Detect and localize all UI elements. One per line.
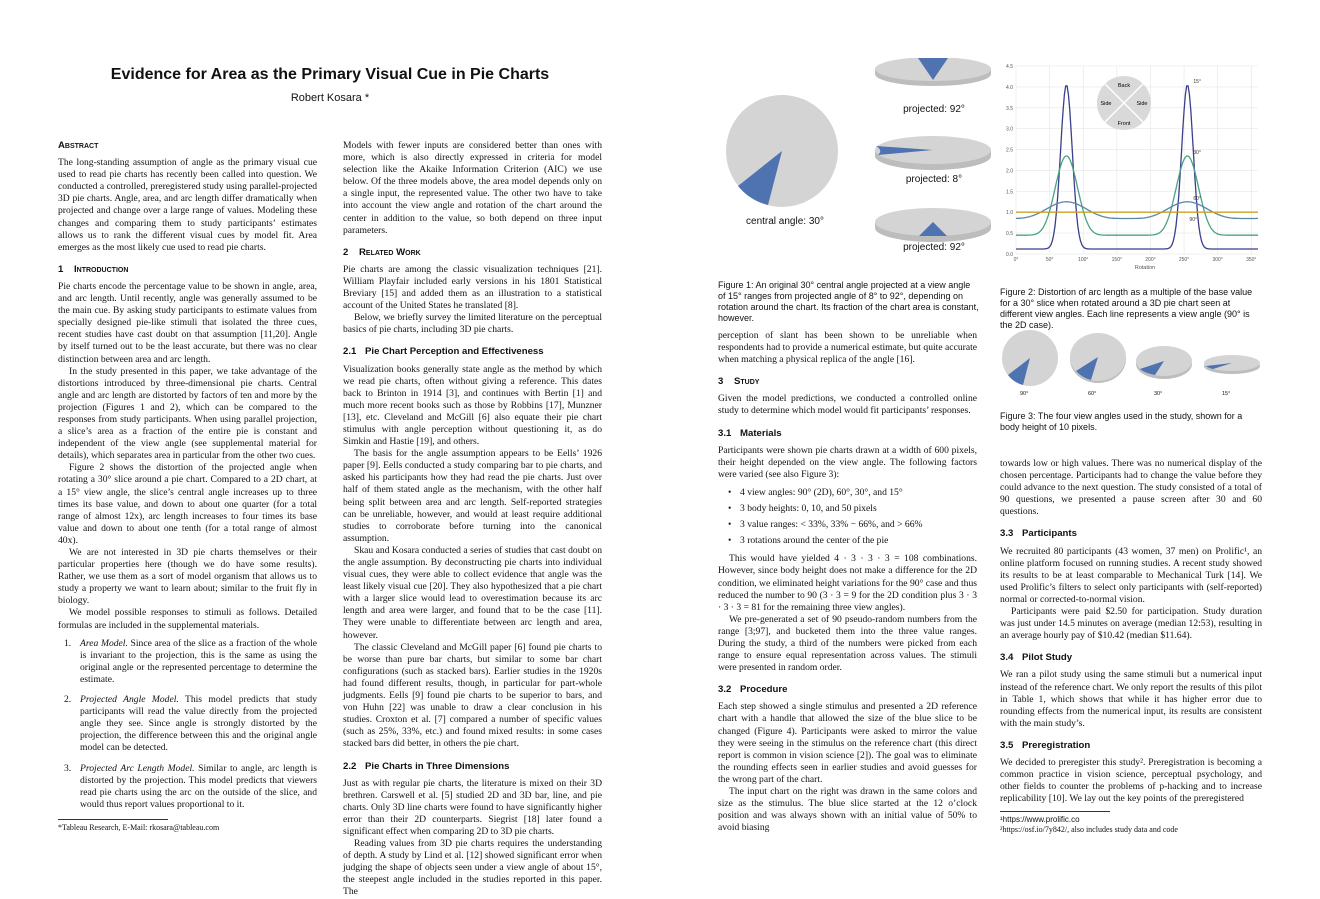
paragraph: This would have yielded 4 · 3 · 3 · 3 = 108 combinations. However, since body height does not make a difference for the 2D condition, we eliminated height variations for the 90° case and thus reduced the number to 90 (3 · 3 = 9 for the 2D condition plus 3 · 3 · 3 · 3 = 81 for the remaining three view angles).: [718, 553, 977, 613]
paper-header: [70, 66, 590, 104]
x-tick-label: 150°: [1111, 257, 1123, 263]
pie-view-15: [1204, 355, 1260, 374]
inset-label-front: Front: [1117, 121, 1131, 127]
subsection-heading: [718, 684, 977, 696]
paragraph: We ran a pilot study using the same stimuli but a numerical input instead of the reference chart. We only report the results of this pilot in Table 1, which shows that while it has higher error due to rounding effects from the numerical input, its results are consistent with the main study’s.: [1000, 669, 1262, 729]
intro-paragraph: In the study presented in this paper, we take advantage of the distortions introduced by three-dimensional pie charts. Central angle and arc length are distorted by factors of ten and more by the projection (Figures 1 and 2), which can be compared to the responses from study participants. When using parallel projection, a slice’s area as a fraction of the entire pie is constant and independent of the view angle (see supplemental material for details), which separates area in particular from the other two cues.: [58, 365, 317, 462]
model-list: [58, 638, 317, 811]
footnote: *Tableau Research, E-Mail: rkosara@tableau.com: [58, 822, 220, 832]
figure-1: [720, 58, 992, 268]
y-tick-label: 4.5: [1006, 64, 1013, 70]
subsection-heading: [343, 761, 602, 773]
list-marker: 1.: [64, 637, 72, 649]
paragraph: Reading values from 3D pie charts requires the understanding of depth. A study by Lind et al. [12] showed significant error when judging the shape of objects seen under a view angle of about 15°, the steepest angle included in the studies reported in this paper. The: [343, 838, 602, 898]
paper-title: Evidence for Area as the Primary Visual Cue in Pie Charts: [110, 66, 550, 83]
subsection-heading: [1000, 528, 1262, 540]
section-title: Preregistration: [1022, 739, 1091, 751]
model-text: Similar to angle, arc length is distorted by the projection. This model predicts that viewers read pie charts using the arc on the outside of the slice, and would thus report values proportional to it.: [80, 762, 317, 810]
subsection-heading: [1000, 652, 1262, 664]
section-number: 2: [343, 246, 349, 258]
paragraph: The input chart on the right was drawn in the same colors and size as the stimulus. The blue slice started at the 12 o’clock position and was always shown with an initial value of 50% to avoid biasing: [718, 786, 977, 834]
paragraph: The basis for the angle assumption appears to be Eells’ 1926 paper [9]. Eells conducted a study comparing bar to pie charts, and asked his participants how they had read the pie charts. Just over half of them stated angle as the mechanism, with the other half being split between area and arc length. Self-reported strategies can be unreliable, however, and would at least require additional studies to corroborate before turning into the canonical assumption.: [343, 448, 602, 544]
paragraph: Each step showed a single stimulus and presented a 2D reference chart with a handle that allowed the size of the blue slice to be changed (Figure 4). Participants were asked to mirror the value they were seeing in the stimulus on the reference chart (this direct report is common in vision science [2]). The goal was to eliminate the rounding effects seen in earlier studies and avoid guesses for the wrong part of the chart.: [718, 701, 977, 785]
paragraph: Just as with regular pie charts, the literature is mixed on their 3D brethren. Carswell et al. [5] studied 2D and 3D bar, line, and pie charts. Only 3D line charts were found to have significantly higher error than their 2D counterparts. Siegrist [18] later found a significant effect when comparing 2D to 3D pie charts.: [343, 777, 602, 837]
footnote: [1000, 815, 1262, 825]
study-heading: [718, 376, 977, 388]
central-angle-label: central angle: 30°: [746, 216, 824, 227]
view-angle-label: 30°: [1154, 391, 1163, 397]
abstract-text: The long-standing assumption of angle as the primary visual cue used to read pie charts has recently been called into question. We conducted a controlled, preregistered study using parallel-projected 3D pie charts. Angle, area, and arc length differ dramatically when projected and change over a large range of values. Modeling these changes and comparing them to study participants’ estimates allows us to rank the different visual cues by model fit. Area emerges as the most likely cue used to read pie charts.: [58, 157, 317, 253]
section-number: 3.4: [1000, 652, 1014, 664]
model-name: Projected Angle Model.: [80, 694, 179, 706]
section-number: 3.1: [718, 427, 732, 439]
projected-pie-2: [875, 136, 991, 170]
paragraph: perception of slant has been shown to be unreliable when respondents had to provide a numerical estimate, but quite accurate when matching a physical replica of the angle [16].: [718, 330, 977, 366]
section-title: Procedure: [740, 684, 788, 696]
figure-1-caption: Figure 1: An original 30° central angle projected at a view angle of 15° ranges from projected angle of 8° to 92°, depending on rotation around the chart. Its fraction of the chart area is constant, however.: [718, 280, 979, 323]
inset-label-side: Side: [1100, 101, 1112, 107]
series-line: [1016, 156, 1258, 235]
list-item: [58, 638, 317, 686]
subsection-heading: [1000, 740, 1262, 752]
paragraph: Pie charts are among the classic visualization techniques [21]. William Playfair included early versions in his 1801 Statistical Breviary [15] and added them as an illustration to a statistical account of the United States he translated [8].: [343, 263, 602, 312]
paragraph: Below, we briefly survey the limited literature on the perceptual basics of pie charts, including 3D pie charts.: [343, 312, 602, 336]
paragraph: Participants were paid $2.50 for participation. Study duration was just under 14.5 minutes on average (median 12:53), resulting in an average hourly pay of $10.42 (median $11.64).: [1000, 606, 1262, 642]
section-number: 1: [58, 263, 64, 275]
section-title: Pie Charts in Three Dimensions: [365, 760, 510, 772]
list-item: • 3 body heights: 0, 10, and 50 pixels: [728, 503, 877, 515]
list-item: [58, 694, 317, 754]
paragraph: Given the model predictions, we conducted a controlled online study to determine which model would fit participants’ responses.: [718, 393, 977, 417]
paragraph: Models with fewer inputs are considered better than ones with more, which is also directly expressed in criteria for model selection like the Akaike Information Criterion (AIC) we use below. Of the three models above, the area model depends only on a single input, the represented value. The other two have to take into account the view angle and rotation of the chart around the center in addition to the value, so both depend on three input parameters.: [343, 140, 602, 236]
x-tick-label: 50°: [1045, 257, 1054, 263]
footnote-rule: [1000, 811, 1110, 812]
subsection-heading: [343, 346, 602, 358]
series-label: 30°: [1193, 149, 1201, 156]
section-title: Participants: [1022, 528, 1077, 540]
y-tick-label: 2.5: [1006, 147, 1013, 154]
related-work-heading: [343, 247, 602, 259]
model-text: This model predicts that study participants will read the value directly from the projected angle they see. Since angle is strongly distorted by the projection, the difference between this and the original angle model can be detected.: [80, 694, 317, 754]
paragraph: We decided to preregister this study². Preregistration is becoming a common practice in vision science, perceptual psychology, and other fields to counter the problems of p-hacking and to increase replicability [10]. We lay out the key points of the preregistered: [1000, 756, 1262, 805]
paragraph: Skau and Kosara conducted a series of studies that cast doubt on the angle assumption. By deconstructing pie charts into individual visual cues, they were able to collect evidence that angle was the least likely visual cue [20]. They also hypothesized that a pie chart with a larger slice would lead to overestimation because its arc length and area were larger, and found that to be the case [11]. They were unable to differentiate between arc length and area, however.: [343, 544, 602, 641]
footnote-text: ²https://osf.io/7y842/, also includes study data and code: [1000, 825, 1178, 835]
author-line: Robert Kosara *: [290, 92, 370, 104]
paragraph: Visualization books generally state angle as the method by which we read pie charts, often without giving a reference. This dates back to Brinton in 1914 [3], and continues with Bertin [1] and much more recent books such as those by Robbins [17], Munzner [13], etc. Cleveland and McGill [6] also equate their pie chart stimulus with angle perception without questioning it, as do Simkin and Hastie [19], and others.: [343, 363, 602, 448]
left-column-2: [343, 140, 602, 899]
section-number: 3.2: [718, 684, 732, 696]
list-item: • 3 value ranges: < 33%, 33% − 66%, and > 66%: [728, 519, 923, 531]
list-marker: 2.: [64, 694, 72, 706]
view-angle-pies: [1000, 330, 1262, 400]
right-column-1: [718, 330, 977, 834]
series-line: [1016, 202, 1258, 219]
list-item-text: 3 rotations around the center of the pie: [740, 535, 889, 547]
x-axis-label: Rotation: [1134, 265, 1156, 271]
footnote: [1000, 825, 1262, 835]
series-label: 90°: [1189, 217, 1197, 224]
intro-paragraph: We model possible responses to stimuli as follows. Detailed formulas are included in the supplemental materials.: [58, 607, 317, 631]
figure-3-caption: Figure 3: The four view angles used in the study, shown for a body height of 10 pixels.: [1000, 411, 1243, 432]
pie-view-60: [1070, 333, 1126, 383]
series-label: 15°: [1193, 78, 1201, 85]
model-text: Since area of the slice as a fraction of the whole is invariant to the projection, this is the same as using the original angle or the represented percentage to determine the estimate.: [80, 637, 317, 685]
intro-paragraph: Figure 2 shows the distortion of the projected angle when rotating a 30° slice around a pie chart. Compared to a 2D chart, at a 15° view angle, the slice’s central angle increases up to three times its base value, and down to about one quarter (for a total range of almost 12x), arc length increases to four times its base value and down to about one tenth (for a total range of almost 40x).: [58, 462, 317, 546]
pie-view-30: [1136, 346, 1192, 379]
section-title: Study: [734, 376, 760, 388]
subsection-heading: [718, 428, 977, 440]
paragraph: The classic Cleveland and McGill paper [6] found pie charts to be worse than pure bar charts, but similar to some bar chart configurations (such as stacked bars). Earlier studies in the 1920s had found different results, though, in particular for part-whole judgments. Eells [9] found pie charts to be superior to bars, and von Huhn [22] was unable to draw a clear conclusion in his studies. Croxton et al. [7] compared a number of specific values (such as 25%, 33%, etc.) and found mixed results: in some cases stacked bars did better, in others the pie chart.: [343, 641, 602, 750]
pie-view-90: [1002, 330, 1058, 386]
section-title: Related Work: [359, 246, 421, 258]
y-tick-label: 0.5: [1006, 231, 1013, 238]
x-tick-label: 100°: [1078, 257, 1089, 263]
y-tick-label: 3.5: [1006, 105, 1013, 112]
list-item: [58, 763, 317, 811]
section-title: Materials: [740, 427, 782, 439]
y-tick-label: 3.0: [1006, 126, 1013, 133]
x-tick-label: 250°: [1178, 257, 1190, 263]
inset-label-side: Side: [1136, 101, 1148, 107]
section-title: Pie Chart Perception and Effectiveness: [365, 346, 544, 358]
model-name: Projected Arc Length Model.: [80, 762, 195, 774]
x-tick-label: 0°: [1013, 257, 1019, 263]
projected-label: projected: 92°: [903, 104, 965, 115]
x-tick-label: 200°: [1145, 257, 1156, 263]
abstract-heading: [58, 140, 317, 152]
paragraph: We recruited 80 participants (43 women, 37 men) on Prolific¹, an online platform focused on running studies. A recent study showed its results to be at least comparable to Mechanical Turk [14]. We used Prolific’s filters to select only participants with (self-reported) normal or corrected-to-normal vision.: [1000, 545, 1262, 605]
list-item-text: 3 value ranges: < 33%, 33% − 66%, and > 66%: [740, 519, 923, 531]
abstract-heading-text: Abstract: [58, 140, 99, 151]
list-item: • 4 view angles: 90° (2D), 60°, 30°, and 15°: [728, 486, 903, 498]
series-label: 60°: [1193, 195, 1201, 202]
left-page: [0, 0, 660, 898]
section-number: 3.5: [1000, 739, 1014, 751]
section-title: Introduction: [74, 263, 129, 275]
section-title: Pilot Study: [1022, 652, 1073, 664]
right-column-2: [1000, 458, 1262, 835]
paragraph: We pre-generated a set of 90 pseudo-random numbers from the range [3;97], and bucketed them into the three value ranges. During the study, a third of the numbers were picked from each range to ensure equal representation across values. The stimuli were presented in random order.: [718, 613, 977, 674]
list-item: • 3 rotations around the center of the pie: [728, 535, 889, 547]
view-angle-label: 90°: [1020, 391, 1029, 397]
y-tick-label: 1.5: [1006, 189, 1013, 196]
projected-label: projected: 8°: [905, 174, 963, 185]
projected-pie-1: [875, 58, 991, 86]
section-number: 3.3: [1000, 528, 1014, 540]
view-angle-label: 15°: [1222, 391, 1231, 397]
left-column-1: [58, 140, 317, 833]
inset-label-back: Back: [1117, 83, 1131, 89]
list-marker: 3.: [64, 762, 72, 774]
section-number: 3: [718, 376, 724, 388]
y-tick-label: 0.0: [1006, 252, 1013, 258]
arc-length-chart: [1000, 60, 1262, 275]
y-tick-label: 4.0: [1006, 84, 1013, 91]
right-page: [660, 0, 1320, 854]
figure-3: [1000, 330, 1262, 400]
model-name: Area Model.: [80, 637, 128, 649]
figure-1-graphic: [720, 58, 992, 268]
x-tick-label: 350°: [1246, 257, 1257, 263]
paragraph: towards low or high values. There was no numerical display of the chosen percentage. Participants had to change the value before they could advance to the next question. The study consisted of a total of 90 questions, we presented a pause screen after 30 and 60 questions.: [1000, 458, 1262, 518]
list-item-text: 3 body heights: 0, 10, and 50 pixels: [740, 503, 877, 515]
view-angle-label: 60°: [1088, 391, 1097, 397]
section-number: 2.2: [343, 760, 357, 772]
projected-pie-3: [875, 208, 991, 242]
intro-heading: [58, 264, 317, 276]
factor-list: [718, 487, 977, 547]
figure-2-caption: Figure 2: Distortion of arc length as a multiple of the base value for a 30° slice when rotated around a 3D pie chart seen at different view angles. Each line represents a view angle (90° is the 2D case).: [1000, 287, 1253, 330]
figure-2: [1000, 60, 1262, 275]
paragraph: Participants were shown pie charts drawn at a width of 600 pixels, their height depended on the view angle. The following factors were varied (see also Figure 3):: [718, 444, 977, 480]
footnote-rule: [58, 819, 168, 820]
intro-paragraph: Pie charts encode the percentage value to be shown in angle, area, and arc length. Until recently, angle was generally assumed to be the main cue. By asking study participants to estimate values from specially designed pie-like stimuli that isolated the three cues, recent studies have cast doubt on that assumption [11,20]. Angle by itself turned out to be the least accurate, but there was no clear distinction between area and arc length.: [58, 280, 317, 365]
intro-paragraph: We are not interested in 3D pie charts themselves or their particular properties here (though we do have some results). Rather, we use them as a sort of model organism that allows us to study a property we want to learn about; similar to the fruit fly in biology.: [58, 547, 317, 607]
section-number: 2.1: [343, 346, 357, 358]
y-tick-label: 2.0: [1006, 168, 1013, 175]
footnote-text: ¹https://www.prolific.co: [1000, 815, 1080, 825]
x-tick-label: 300°: [1212, 257, 1223, 263]
y-tick-label: 1.0: [1006, 210, 1013, 217]
projected-label: projected: 92°: [903, 242, 965, 253]
list-item-text: 4 view angles: 90° (2D), 60°, 30°, and 15°: [740, 486, 903, 498]
